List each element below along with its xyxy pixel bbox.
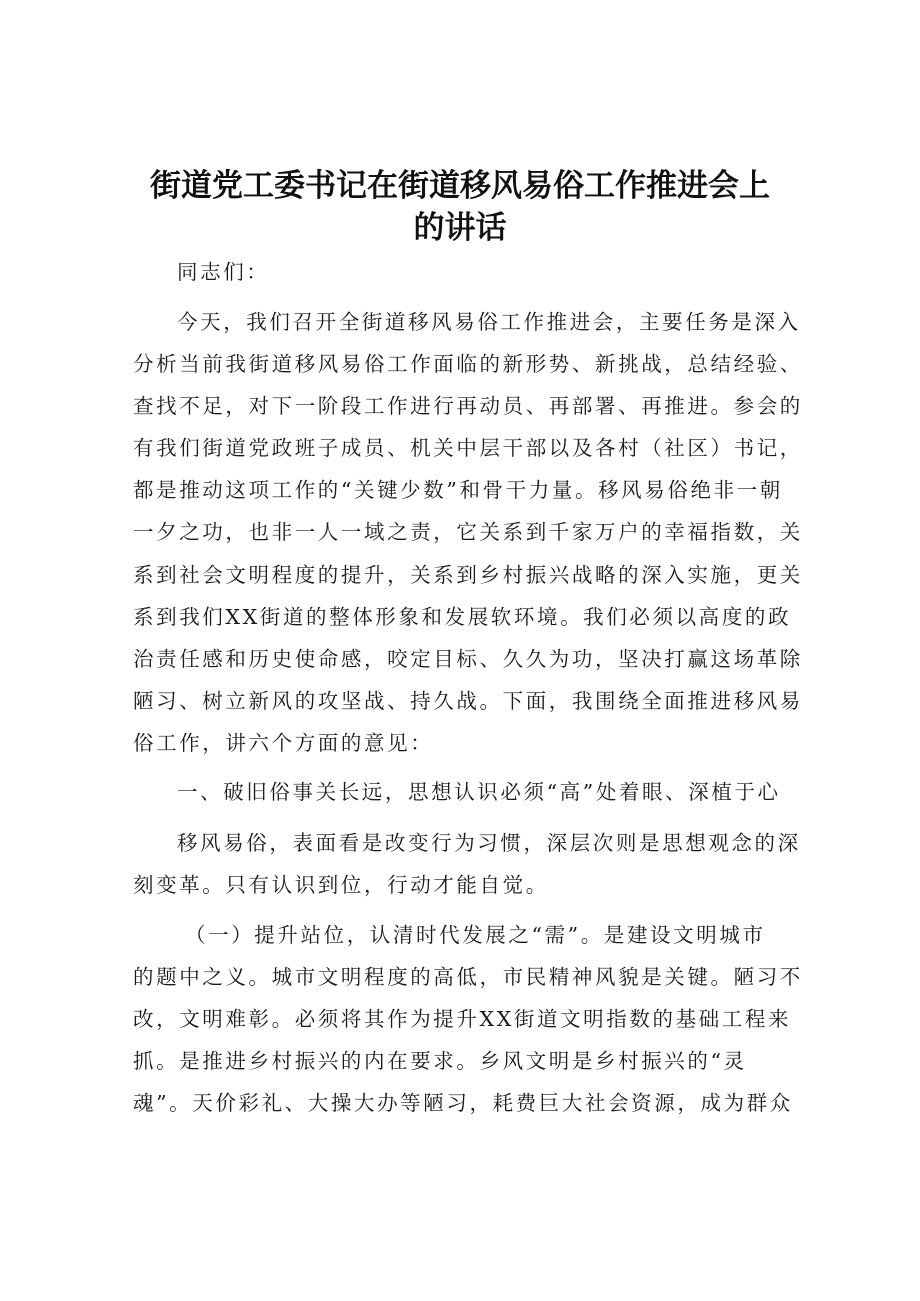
paragraph-3-line: （一）提升站位，认清时代发展之“需”。是建设文明城市 xyxy=(185,923,766,947)
paragraph-1-line: 分析当前我街道移风易俗工作面临的新形势、新挑战，总结经验、 xyxy=(133,352,803,376)
page-title-line-1: 街道党工委书记在街道移风易俗工作推进会上 xyxy=(150,168,770,204)
paragraph-1-line: 系到社会文明程度的提升，关系到乡村振兴战略的深入实施，更关 xyxy=(133,563,803,587)
paragraph-1-line: 今天，我们召开全街道移风易俗工作推进会，主要任务是深入 xyxy=(177,310,801,334)
paragraph-1-line: 查找不足，对下一阶段工作进行再动员、再部署、再推进。参会的 xyxy=(133,394,803,418)
paragraph-3-line: 抓。是推进乡村振兴的内在要求。乡风文明是乡村振兴的“灵 xyxy=(133,1049,747,1073)
paragraph-2-line: 移风易俗，表面看是改变行为习惯，深层次则是思想观念的深 xyxy=(177,831,801,855)
section-heading-1: 一、破旧俗事关长远，思想认识必须“高”处着眼、深植于心 xyxy=(177,780,781,804)
paragraph-1-line: 系到我们XX街道的整体形象和发展软环境。我们必须以高度的政 xyxy=(133,605,792,629)
paragraph-3-line: 的题中之义。城市文明程度的高低，市民精神风貌是关键。陋习不 xyxy=(133,965,803,989)
paragraph-3-line: 改，文明难彰。必须将其作为提升XX街道文明指数的基础工程来 xyxy=(133,1007,792,1031)
paragraph-2-line: 刻变革。只有认识到位，行动才能自觉。 xyxy=(133,873,549,897)
paragraph-1-line: 都是推动这项工作的“关键少数”和骨干力量。移风易俗绝非一朝 xyxy=(133,478,783,502)
paragraph-3-line: 魂”。天价彩礼、大操大办等陋习，耗费巨大社会资源，成为群众 xyxy=(133,1091,793,1115)
paragraph-1-line: 陋习、树立新风的攻坚战、持久战。下面，我围绕全面推进移风易 xyxy=(133,689,803,713)
salutation: 同志们： xyxy=(177,260,270,284)
paragraph-1-line: 俗工作，讲六个方面的意见： xyxy=(133,731,434,755)
paragraph-1-line: 有我们街道党政班子成员、机关中层干部以及各村（社区）书记， xyxy=(133,436,803,460)
paragraph-1-line: 一夕之功，也非一人一域之责，它关系到千家万户的幸福指数，关 xyxy=(133,520,803,544)
paragraph-1-line: 治责任感和历史使命感，咬定目标、久久为功，坚决打赢这场革除 xyxy=(133,647,803,671)
page-title-line-2: 的讲话 xyxy=(413,210,507,246)
